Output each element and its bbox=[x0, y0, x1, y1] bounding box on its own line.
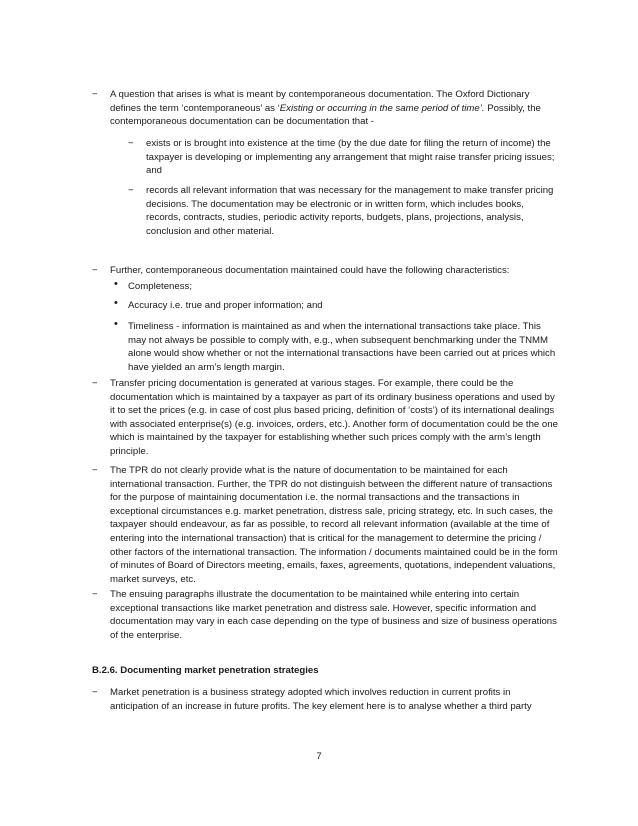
paragraph-characteristics: Further, contemporaneous documentation maintained could have the following characteristics: bbox=[110, 265, 510, 276]
dash-bullet: − bbox=[92, 89, 98, 100]
dot-bullet: • bbox=[114, 297, 118, 309]
characteristic-accuracy: Accuracy i.e. true and proper information; and bbox=[128, 300, 323, 311]
dot-bullet: • bbox=[114, 318, 118, 330]
paragraph-tpr-nature: The TPR do not clearly provide what is the nature of documentation to be maintained for each international transaction. Further, the TPR do not distinguish between the different nature of transactions for the purpose of maintaining documentation i.e. the normal transactions and the transactions in exceptional circumstances e.g. market penetration, distress sale, pricing strategy, etc. In such cases, the taxpayer should endeavour, as far as possible, to record all relevant information (available at the time of entering into the international transaction) that is critical for the management to determine the pricing / other factors of the international transaction. The information / documents maintained could be in the form of minutes of Board of Directors meeting, emails, faxes, agreements, quotations, independent valuations, market surveys, etc. bbox=[110, 465, 558, 585]
dash-bullet: − bbox=[92, 378, 98, 389]
sub-item-records: records all relevant information that was necessary for the management to make transfer pricing decisions. The documentation may be electronic or in written form, which includes books, records, contracts, studies, periodic activity reports, budgets, plans, projections, analysis, conclusion and other material. bbox=[146, 185, 554, 237]
characteristic-timeliness: Timeliness - information is maintained as and when the international transactions take place. This may not always be possible to comply with, e.g., when subsequent benchmarking under the TNMM alone would show whether or not the international transactions have been carried out at prices which have yielded an arm’s length margin. bbox=[128, 321, 556, 373]
sub-item-exists: exists or is brought into existence at the time (by the due date for filing the return of income) the taxpayer is developing or implementing any arrangement that might raise transfer pricing issues; and bbox=[146, 138, 555, 177]
dash-bullet: − bbox=[92, 589, 98, 600]
dash-bullet: − bbox=[128, 138, 134, 149]
page-number: 7 bbox=[316, 751, 322, 762]
paragraph-documentation-stages: Transfer pricing documentation is generated at various stages. For example, there could be the documentation which is maintained by a taxpayer as part of its ordinary business operations and used by it to set the prices (e.g. in case of cost plus based pricing, definition of ‘costs’) of its international dealings with associated enterprise(s) (e.g. invoices, orders, etc.). Another form of documentation could be the one which is maintained by the taxpayer for establishing whether such prices comply with the arm’s length principle. bbox=[110, 378, 558, 457]
section-heading: B.2.6. Documenting market penetration strategies bbox=[92, 665, 319, 676]
dash-bullet: − bbox=[92, 687, 98, 698]
dash-bullet: − bbox=[128, 185, 134, 196]
paragraph-ensuing: The ensuing paragraphs illustrate the documentation to be maintained while entering into certain exceptional transactions like market penetration and distress sale. However, specific information and documentation may vary in each case depending on the type of business and size of business operations of the enterprise. bbox=[110, 589, 557, 641]
dash-bullet: − bbox=[92, 265, 98, 276]
characteristic-completeness: Completeness; bbox=[128, 281, 192, 292]
dot-bullet: • bbox=[114, 278, 118, 290]
dash-bullet: − bbox=[92, 465, 98, 476]
paragraph-contemporaneous-definition: A question that arises is what is meant by contemporaneous documentation. The Oxford Dictionary defines the term ‘contemporaneous’ as ‘Existing or occurring in the same period of time’. Possibly, the contemporaneous documentation can be documentation that - bbox=[110, 89, 541, 128]
paragraph-market-penetration: Market penetration is a business strategy adopted which involves reduction in current profits in anticipation of an increase in future profits. The key element here is to analyse whether a third party bbox=[110, 687, 532, 712]
